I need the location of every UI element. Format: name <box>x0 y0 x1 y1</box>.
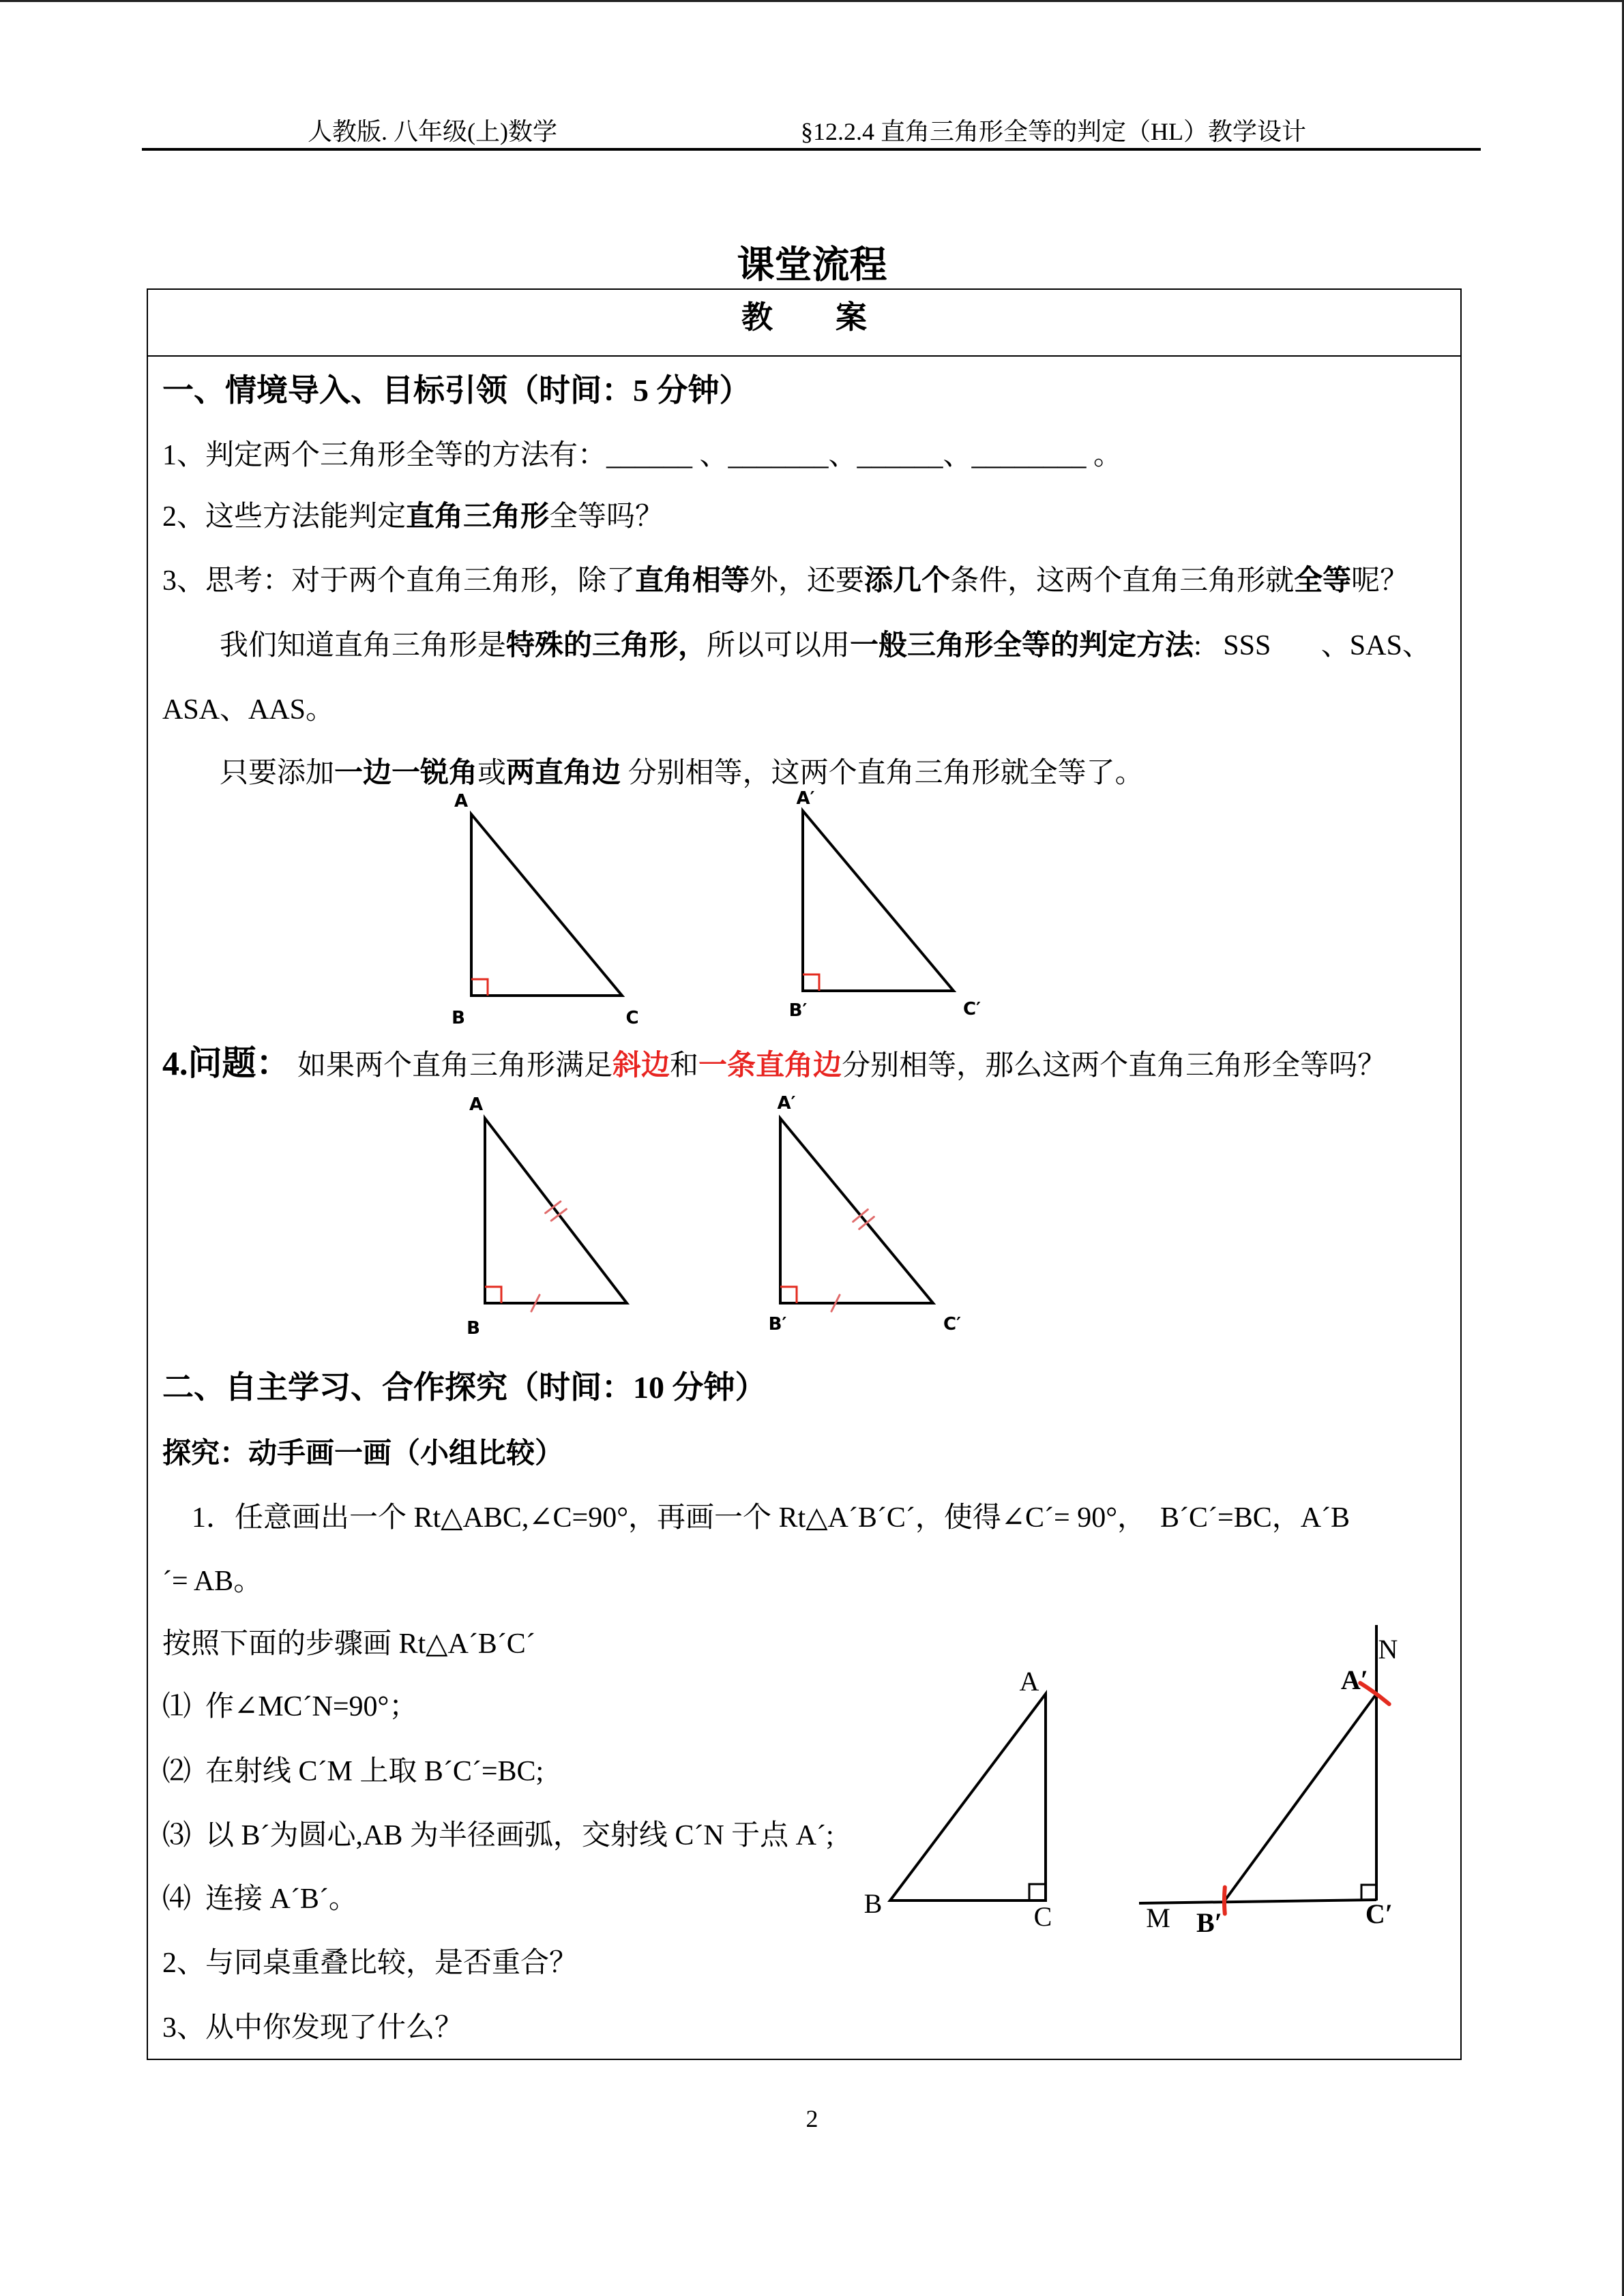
vertex-label-c: C <box>1033 1901 1052 1932</box>
question-3-text: 条件，这两个直角三角形就 <box>950 565 1295 597</box>
vertex-label-a: A <box>1019 1666 1039 1697</box>
question-3-emphasis: 添几个 <box>864 565 951 597</box>
point-label-a-prime: A′ <box>1340 1665 1369 1695</box>
vertex-label-b: B <box>863 1888 883 1919</box>
paragraph-emphasis: 两直角边 <box>506 758 621 789</box>
question-4-text: 分别相等，那么这两个直角三角形全等吗？ <box>842 1050 1387 1082</box>
hypotenuse-tick-mark <box>551 1209 566 1221</box>
question-2-emphasis: 直角三角形 <box>406 501 550 533</box>
vertex-label-a-prime: A′ <box>777 1093 796 1114</box>
point-label-m: M <box>1146 1903 1170 1933</box>
section-1-heading: 一、情境导入、目标引领（时间：5 分钟） <box>162 373 751 408</box>
explore-title: 探究：动手画一画（小组比较） <box>162 1438 564 1470</box>
figure-3-triangle <box>864 1666 1052 1932</box>
paragraph-text: 我们知道直角三角形是 <box>220 630 507 661</box>
right-angle-mark <box>485 1287 501 1303</box>
point-label-n: N <box>1378 1634 1398 1665</box>
paragraph-text: 分别相等，这两个直角三角形就全等了。 <box>621 758 1144 789</box>
vertex-label-a: A <box>454 791 469 811</box>
question-3-text: 呢？ <box>1351 565 1409 597</box>
right-angle-mark <box>1029 1884 1046 1900</box>
question-3-text: 外，还要 <box>750 565 865 597</box>
page-title: 课堂流程 <box>737 244 887 286</box>
explore-task-2: 2、与同桌重叠比较，是否重合？ <box>162 1948 578 1979</box>
paragraph-emphasis: 一边一锐角 <box>334 758 478 789</box>
point-label-b-prime: B′ <box>1196 1907 1222 1938</box>
header-right-text: §12.2.4 直角三角形全等的判定（HL）教学设计 <box>801 118 1306 145</box>
right-angle-mark <box>803 974 819 991</box>
step-item: ⑴ 作∠MC´N=90°； <box>162 1691 418 1723</box>
explore-task-1: 1．任意画出一个 Rt△ABC,∠C=90°，再画一个 Rt△A´B´C´，使得∠C´= 90°， B´C´=BC，A´B <box>192 1502 1350 1534</box>
table-header: 教 案 <box>741 300 867 335</box>
triangle-abc-outline <box>471 814 622 996</box>
step-item: ⑷ 连接 A´B´。 <box>162 1883 357 1915</box>
vertex-label-b: B <box>467 1318 480 1339</box>
paragraph-emphasis: 一般三角形全等的判定方法 <box>850 630 1194 661</box>
question-4-red-emphasis: 斜边 <box>612 1050 670 1082</box>
question-4-text: 和 <box>670 1050 699 1082</box>
vertex-label-a-prime: A′ <box>796 788 815 809</box>
right-angle-mark <box>471 979 488 996</box>
paragraph-emphasis: 特殊的三角形， <box>506 630 707 661</box>
paragraph-text: 或 <box>477 758 507 789</box>
question-4-label: 4.问题： <box>162 1044 291 1082</box>
paragraph-text: : SSS 、SAS、 <box>1194 630 1431 661</box>
question-4-text: 如果两个直角三角形满足 <box>290 1050 613 1082</box>
paragraph-special-triangle-cont: ASA、AAS。 <box>162 694 335 726</box>
question-2-text: 全等吗？ <box>549 501 664 533</box>
vertex-label-c-prime: C′ <box>963 999 981 1019</box>
explore-task-1-cont: ´= AB。 <box>162 1566 263 1597</box>
vertex-label-c: C <box>625 1008 639 1028</box>
right-angle-mark <box>780 1287 797 1303</box>
compass-arc-b-prime <box>1224 1888 1225 1914</box>
triangle-a-prime-outline <box>803 811 954 991</box>
triangle-abc-outline <box>890 1694 1046 1900</box>
explore-task-3: 3、从中你发现了什么？ <box>162 2012 464 2044</box>
step-item: ⑶ 以 B´为圆心,AB 为半径画弧，交射线 C´N 于点 A´; <box>162 1820 834 1851</box>
paragraph-text: 只要添加 <box>220 758 335 789</box>
triangle-abc-outline <box>485 1118 627 1303</box>
step-item: ⑵ 在射线 C´M 上取 B´C´=BC; <box>162 1756 544 1787</box>
figure-2 <box>467 1093 961 1339</box>
vertex-label-a: A <box>469 1094 484 1115</box>
vertex-label-b-prime: B′ <box>788 1000 808 1021</box>
hypotenuse-tick-mark <box>546 1202 561 1213</box>
segment-a-prime-b-prime <box>1224 1694 1376 1901</box>
header-left-text: 人教版. 八年级(上)数学 <box>308 118 557 145</box>
question-3-emphasis: 直角相等 <box>635 565 750 597</box>
vertex-label-c-prime: C′ <box>943 1314 961 1335</box>
ray-c-prime-m <box>1139 1900 1376 1903</box>
question-3-text: 3、思考：对于两个直角三角形，除了 <box>162 565 636 597</box>
figure-1 <box>452 788 981 1028</box>
page-number: 2 <box>806 2105 818 2132</box>
vertex-label-b: B <box>452 1008 465 1028</box>
question-1: 1、判定两个三角形全等的方法有：______ 、_______、______、________ 。 <box>162 440 1123 471</box>
right-angle-mark <box>1361 1885 1376 1900</box>
paragraph-text: 所以可以用 <box>707 630 851 661</box>
section-2-heading: 二、自主学习、合作探究（时间：10 分钟） <box>162 1370 767 1405</box>
figure-3-construction <box>1139 1625 1398 1938</box>
question-2-text: 2、这些方法能判定 <box>162 501 407 533</box>
vertex-label-b-prime: B′ <box>768 1314 787 1335</box>
question-4-red-emphasis: 一条直角边 <box>698 1050 842 1082</box>
point-label-c-prime: C′ <box>1365 1898 1393 1929</box>
triangle-a-prime-outline <box>780 1118 933 1303</box>
steps-intro: 按照下面的步骤画 Rt△A´B´C´ <box>162 1628 535 1660</box>
question-3-emphasis: 全等 <box>1294 565 1352 597</box>
